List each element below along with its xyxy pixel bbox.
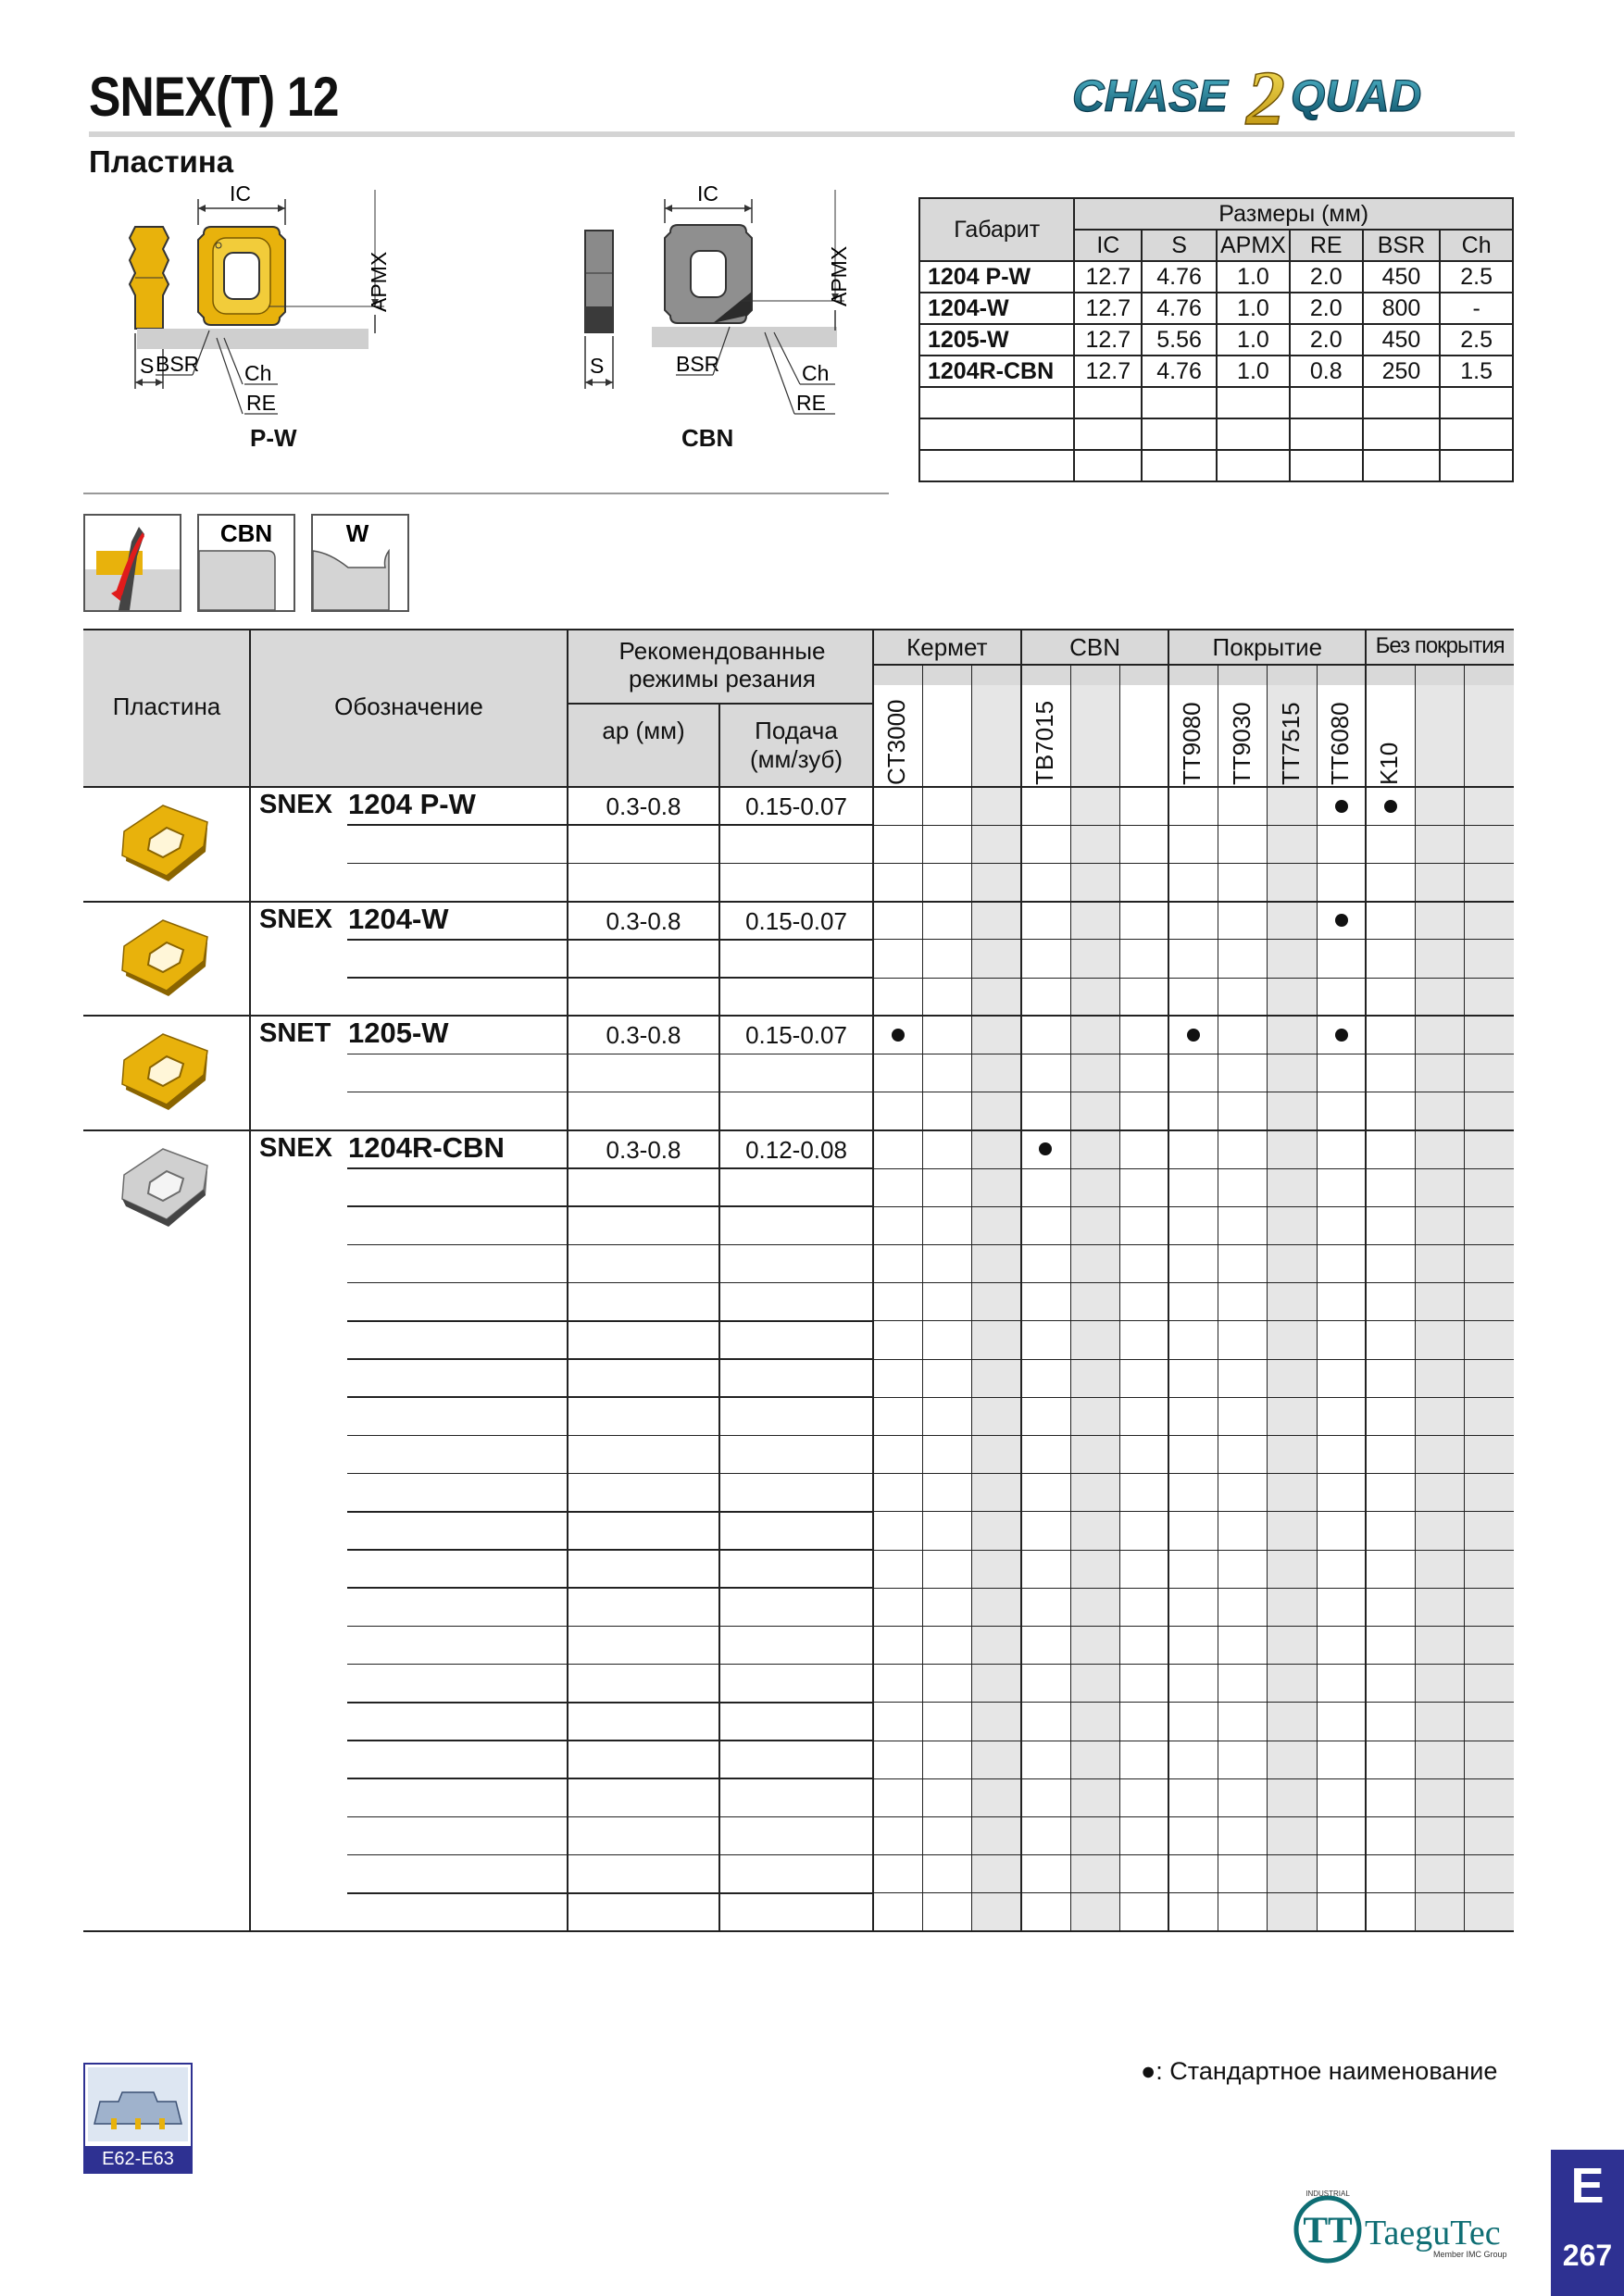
grid-line: [83, 1930, 1514, 1932]
cbn-insert-drawing: [574, 181, 907, 458]
grid-line: [347, 1702, 873, 1703]
grade-column-shade: [1416, 685, 1465, 1931]
grid-line: [347, 1892, 873, 1894]
grid-line: [347, 863, 873, 865]
grid-line: [1464, 665, 1465, 1931]
grid-line: [83, 1015, 1514, 1017]
grade-label: TT6080: [1326, 702, 1355, 785]
dims-row: [919, 261, 1513, 293]
col-recommended-header: Рекомендованные режимы резания: [618, 637, 826, 693]
insert-thumbnail: [111, 794, 222, 896]
grid-line: [873, 1550, 1514, 1551]
dims-row: [919, 324, 1513, 356]
dims-empty-row: [919, 418, 1513, 450]
wiper-icon: [311, 514, 409, 612]
apmx-label: APMX: [827, 245, 851, 306]
re-label: RE: [796, 391, 826, 415]
grade-header-cell: [922, 685, 971, 787]
re-label: RE: [246, 391, 276, 415]
ap-value: 0.3-0.8: [606, 1135, 681, 1164]
ic-label: IC: [230, 181, 251, 206]
grade-label: K10: [1375, 742, 1404, 785]
grid-line: [83, 1129, 1514, 1131]
grid-line: [873, 1816, 1514, 1817]
col-size-header: Габарит: [919, 198, 1074, 261]
ap-value: 0.3-0.8: [606, 1021, 681, 1050]
grid-line: [347, 1396, 873, 1398]
grid-line: [347, 1435, 873, 1437]
grid-line: [347, 1816, 873, 1818]
grid-line: [83, 629, 1514, 630]
grid-line: [347, 824, 873, 826]
dims-value: 450: [1363, 324, 1441, 356]
grid-line: [873, 1282, 1514, 1283]
page-number: 267: [1562, 2239, 1613, 2272]
grade-group-header: Без покрытия: [1375, 633, 1505, 658]
grid-line: [347, 1054, 873, 1055]
grid-line: [873, 1702, 1514, 1703]
dims-value: 2.0: [1290, 261, 1363, 293]
page-subtitle: Пластина: [89, 144, 234, 179]
feed-value: 0.12-0.08: [745, 1135, 847, 1164]
grid-line: [873, 1778, 1514, 1779]
grid-line: [347, 977, 873, 979]
grid-line: [1119, 665, 1120, 1931]
grade-column-shade: [1070, 685, 1119, 1931]
svg-text:TT: TT: [1303, 2209, 1353, 2251]
dims-size-name: 1204 P-W: [919, 261, 1074, 293]
dims-value: 12.7: [1074, 356, 1142, 387]
section-tab[interactable]: [1551, 2150, 1624, 2296]
grid-line: [347, 1587, 873, 1589]
grid-line: [347, 1549, 873, 1551]
grid-line: [873, 1320, 1514, 1321]
grid-line: [873, 664, 1514, 666]
page-title: SNEX(T) 12: [89, 66, 339, 128]
svg-text:2: 2: [1246, 56, 1285, 133]
grade-group-header: Покрытие: [1212, 633, 1323, 661]
s-label: S: [140, 354, 155, 378]
dims-value: 1.0: [1217, 324, 1290, 356]
grid-line: [1267, 665, 1268, 1931]
grade-group-header: Кермет: [906, 633, 988, 661]
svg-text:INDUSTRIAL: INDUSTRIAL: [1305, 2190, 1350, 2198]
feed-value: 0.15-0.07: [745, 792, 847, 820]
inserts-table: [83, 630, 1514, 2051]
availability-dot: [1335, 1029, 1348, 1042]
ch-label: Ch: [802, 361, 830, 385]
dims-value: 2.0: [1290, 324, 1363, 356]
grade-column-shade: [971, 685, 1020, 1931]
dims-value: 2.0: [1290, 293, 1363, 324]
bsr-label: BSR: [676, 352, 720, 376]
grid-line: [873, 1588, 1514, 1589]
grade-label: TT7515: [1276, 702, 1305, 785]
col-ap-header: ap (мм): [602, 717, 685, 744]
grade-label: CT3000: [882, 699, 910, 785]
grid-line: [922, 665, 923, 1931]
grid-line: [83, 901, 1514, 903]
grid-line: [873, 1854, 1514, 1855]
grid-line: [347, 1282, 873, 1284]
dims-size-name: 1205-W: [919, 324, 1074, 356]
cbn-insert-thumbnail: [111, 1138, 222, 1240]
grid-line: [873, 1473, 1514, 1474]
grid-line: [873, 1626, 1514, 1627]
grid-line: [873, 1435, 1514, 1436]
grid-line: [873, 939, 1514, 940]
svg-text:CHASE: CHASE: [1072, 72, 1229, 121]
grid-line: [347, 1320, 873, 1322]
grid-line: [347, 939, 873, 941]
dims-value: 12.7: [1074, 261, 1142, 293]
designation-prefix: SNEX: [259, 1132, 332, 1163]
insert-thumbnail: [111, 1023, 222, 1125]
svg-text:Member IMC Group: Member IMC Group: [1433, 2250, 1507, 2259]
dims-value: 5.56: [1142, 324, 1217, 356]
grid-line: [347, 1092, 873, 1093]
grade-group-header: CBN: [1069, 633, 1120, 661]
feed-value: 0.15-0.07: [745, 1021, 847, 1050]
dims-value: 4.76: [1142, 356, 1217, 387]
dims-size-name: 1204-W: [919, 293, 1074, 324]
grid-line: [347, 1854, 873, 1856]
pw-insert-drawing: [120, 181, 454, 458]
dims-value: -: [1440, 293, 1513, 324]
cbn-icon: [197, 514, 295, 612]
availability-dot: [1384, 800, 1397, 813]
grid-line: [568, 703, 873, 705]
grade-label: TB7015: [1030, 700, 1058, 785]
grade-column-shade: [1465, 685, 1514, 1931]
grid-line: [347, 1626, 873, 1628]
grid-line: [347, 1358, 873, 1360]
designation-prefix: SNEX: [259, 904, 332, 934]
col-insert-header: Пластина: [112, 693, 221, 720]
s-label: S: [590, 354, 605, 378]
svg-text:QUAD: QUAD: [1291, 72, 1422, 121]
dim-col-header: Ch: [1440, 230, 1513, 261]
cbn-drawing-caption: CBN: [681, 424, 734, 452]
dims-value: 800: [1363, 293, 1441, 324]
grid-line: [347, 1167, 873, 1169]
dimensions-table: [918, 197, 1514, 482]
grid-line: [1317, 665, 1318, 1931]
designation-name: 1204R-CBN: [348, 1130, 505, 1164]
dims-value: 1.0: [1217, 356, 1290, 387]
grade-label: TT9080: [1178, 702, 1206, 785]
grid-line: [347, 1511, 873, 1513]
availability-dot: [1187, 1029, 1200, 1042]
grid-line: [347, 1473, 873, 1475]
dim-col-header: IC: [1074, 230, 1142, 261]
designation-prefix: SNEX: [259, 790, 332, 819]
dims-value: 2.5: [1440, 324, 1513, 356]
insert-thumbnail: [111, 909, 222, 1011]
grid-line: [1070, 665, 1071, 1931]
dims-value: 1.5: [1440, 356, 1513, 387]
pw-drawing-caption: P-W: [250, 424, 297, 452]
grid-line: [347, 1205, 873, 1207]
dims-row: [919, 293, 1513, 324]
cutter-icon: [85, 2065, 191, 2144]
dims-value: 250: [1363, 356, 1441, 387]
grid-line: [347, 1664, 873, 1666]
grid-line: [873, 1359, 1514, 1360]
dims-value: 12.7: [1074, 324, 1142, 356]
dims-value: 12.7: [1074, 293, 1142, 324]
grid-line: [873, 1206, 1514, 1207]
grid-line: [347, 1740, 873, 1741]
grid-line: [873, 1397, 1514, 1398]
dims-size-name: 1204R-CBN: [919, 356, 1074, 387]
grid-line: [873, 1168, 1514, 1169]
svg-text:TaeguTec: TaeguTec: [1365, 2214, 1501, 2252]
dim-col-header: BSR: [1363, 230, 1441, 261]
dim-col-header: APMX: [1217, 230, 1290, 261]
ic-label: IC: [697, 181, 718, 206]
grid-line: [873, 825, 1514, 826]
designation-name: 1204 P-W: [348, 788, 476, 820]
designation-name: 1204-W: [348, 902, 449, 935]
feed-value: 0.15-0.07: [745, 906, 847, 935]
grid-line: [873, 1892, 1514, 1893]
grid-line: [873, 1244, 1514, 1245]
availability-dot: [892, 1029, 905, 1042]
grid-line: [971, 665, 972, 1931]
designation-prefix: SNET: [259, 1018, 331, 1049]
ref-box[interactable]: [83, 2063, 193, 2174]
dims-group-header: Размеры (мм): [1074, 198, 1513, 230]
col-designation-header: Обозначение: [334, 693, 483, 720]
ap-value: 0.3-0.8: [606, 792, 681, 820]
grid-line: [347, 1244, 873, 1246]
dims-row: [919, 356, 1513, 387]
svg-text:CBN: CBN: [219, 519, 273, 547]
grade-column-shade: [1268, 685, 1317, 1931]
section-letter: E: [1570, 2158, 1605, 2214]
dims-value: 1.0: [1217, 261, 1290, 293]
availability-dot: [1039, 1142, 1052, 1155]
taegutec-logo: [1285, 2183, 1522, 2266]
dims-value: 1.0: [1217, 293, 1290, 324]
grid-line: [83, 786, 1514, 788]
col-feed-header: Подача (мм/зуб): [749, 717, 843, 773]
ap-value: 0.3-0.8: [606, 906, 681, 935]
designation-name: 1205-W: [348, 1017, 449, 1050]
grid-line: [873, 978, 1514, 979]
availability-dot: [1335, 914, 1348, 927]
grade-label: TT9030: [1227, 702, 1255, 785]
chase2quad-logo: [1065, 54, 1518, 133]
ch-label: Ch: [244, 361, 272, 385]
dims-value: 0.8: [1290, 356, 1363, 387]
dims-empty-row: [919, 387, 1513, 418]
svg-text:W: W: [345, 519, 369, 547]
grid-line: [347, 1778, 873, 1779]
grid-line: [873, 1511, 1514, 1512]
dims-value: 4.76: [1142, 261, 1217, 293]
dims-value: 2.5: [1440, 261, 1513, 293]
grid-line: [718, 704, 720, 1931]
ref-box-label: E62-E63: [85, 2146, 191, 2172]
grid-line: [873, 1664, 1514, 1665]
dims-value: 450: [1363, 261, 1441, 293]
bsr-label: BSR: [156, 352, 200, 376]
grid-line: [1415, 665, 1416, 1931]
drawings-rule: [83, 493, 889, 494]
apmx-label: APMX: [367, 251, 391, 312]
grid-line: [249, 630, 251, 1931]
dim-col-header: S: [1142, 230, 1217, 261]
availability-dot: [1335, 800, 1348, 813]
application-icon: [83, 514, 181, 612]
dims-value: 4.76: [1142, 293, 1217, 324]
dims-empty-row: [919, 450, 1513, 481]
grid-line: [873, 863, 1514, 864]
grade-header-cell: [1119, 685, 1168, 787]
dim-col-header: RE: [1290, 230, 1363, 261]
footnote: ●: Стандартное наименование: [1141, 2057, 1498, 2085]
